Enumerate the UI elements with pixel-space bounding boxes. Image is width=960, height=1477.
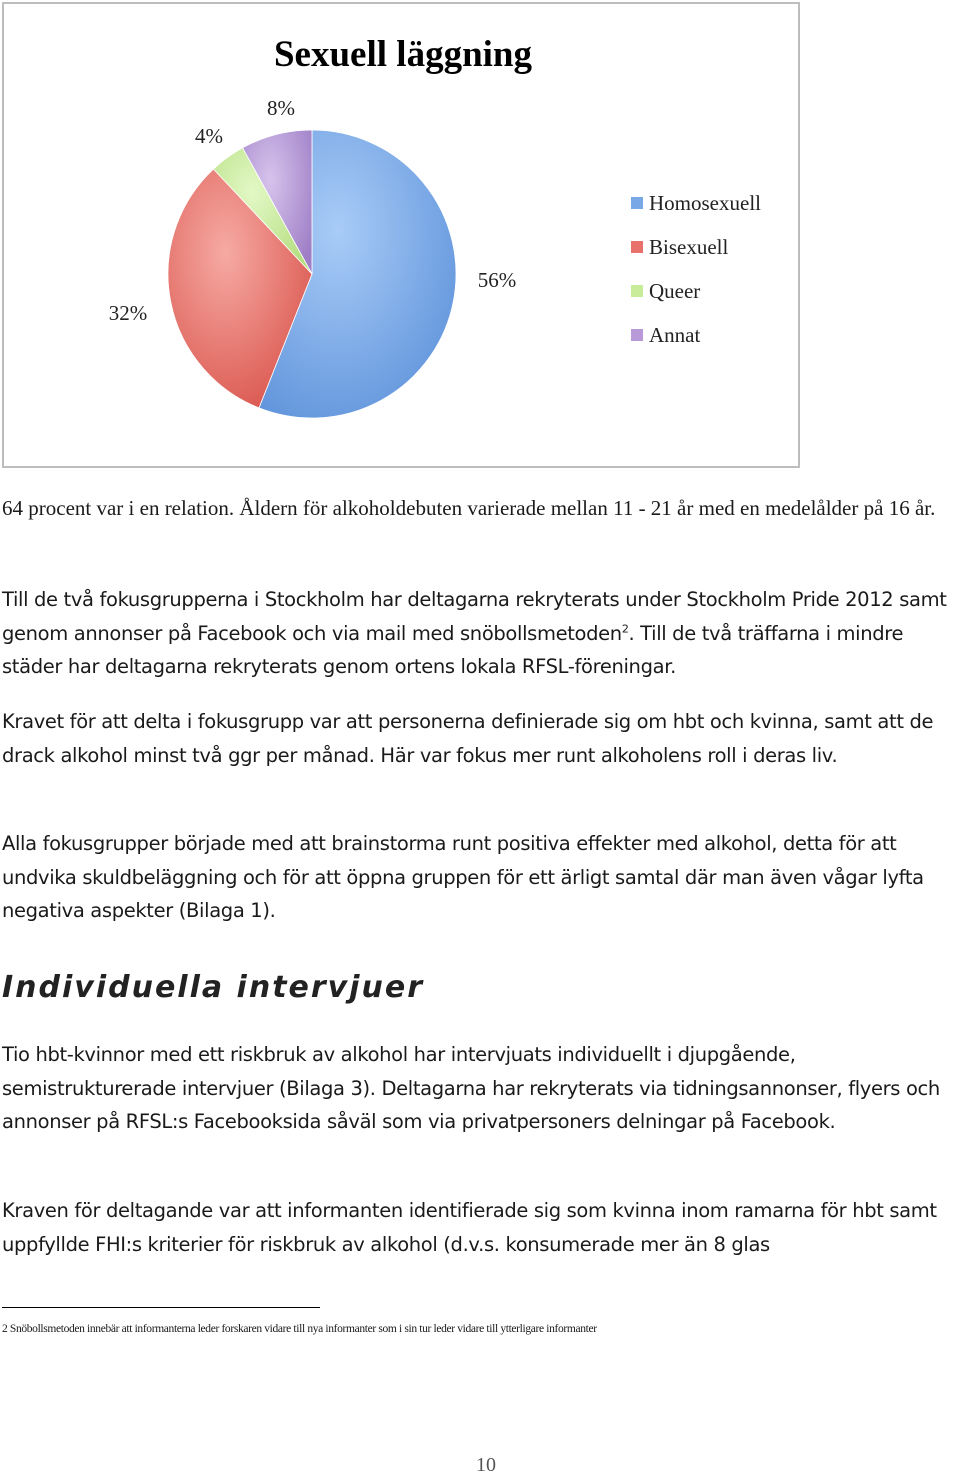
paragraph-text: Till de två fokusgrupperna i Stockholm har deltagarna rekryterats under Stockholm Pride 2012 samt genom annonser på Facebook och via mail med snöbollsmetoden: [2, 588, 947, 645]
paragraph-text-continued: . Till de två träffarna i mindre städer har deltagarna rekryterats genom ortens lokala RFSL-föreningar.: [2, 621, 904, 678]
legend-label-bisexuell: Bisexuell: [649, 235, 729, 259]
paragraph-interviews: Tio hbt-kvinnor med ett riskbruk av alkohol har intervjuats individuellt i djupgående, semistrukturerade intervjuer (Bilaga 3). Deltagarna har rekryterats via tidningsannonser, flyers och annonser på RFSL:s Facebooksida såväl som via privatpersoners delningar på Facebook.: [2, 1043, 940, 1133]
page-number: 10: [476, 1454, 496, 1476]
section-heading: Individuella intervjuer: [2, 970, 425, 1005]
slice-label-queer: 4%: [195, 124, 223, 148]
slice-label-bisexuell: 32%: [108, 301, 148, 325]
pie-chart: [2, 2, 800, 468]
legend-label-queer: Queer: [649, 279, 701, 303]
legend-label-annat: Annat: [649, 323, 701, 347]
legend-label-homosexuell: Homosexuell: [649, 191, 761, 215]
legend-swatch-annat: [631, 329, 643, 341]
footnote-ref: 2: [621, 622, 629, 635]
paragraph-brainstorm: Alla fokusgrupper började med att brainstorma runt positiva effekter med alkohol, detta för att undvika skuldbeläggning och för att öppna gruppen för ett ärligt samtal där man även vågar lyfta negativa aspekter (Bilaga 1).: [2, 832, 924, 922]
legend-swatch-queer: [631, 285, 643, 297]
footnote-divider: [2, 1307, 320, 1308]
legend-swatch-homosexuell: [631, 197, 643, 209]
paragraph-recruitment-focus-groups: [2, 583, 958, 684]
footnote: 2 Snöbollsmetoden innebär att informanterna leder forskaren vidare till nya informanter som i sin tur leder vidare till ytterligare informanter: [2, 1323, 597, 1335]
slice-label-homosexuell: 56%: [477, 268, 517, 292]
chart-title: Sexuell läggning: [273, 34, 533, 75]
paragraph-criteria: Kraven för deltagande var att informanten identifierade sig som kvinna inom ramarna för hbt samt uppfyllde FHI:s kriterier för riskbruk av alkohol (d.v.s. konsumerade mer än 8 glas: [2, 1199, 937, 1256]
legend-swatch-bisexuell: [631, 241, 643, 253]
paragraph-requirements: Kravet för att delta i fokusgrupp var att personerna definierade sig om hbt och kvinna, samt att de drack alkohol minst två ggr per månad. Här var fokus mer runt alkoholens roll i deras liv.: [2, 710, 934, 767]
slice-label-annat: 8%: [267, 96, 295, 120]
pie-chart-svg: [4, 4, 802, 470]
paragraph-relation: 64 procent var i en relation. Åldern för alkoholdebuten varierade mellan 11 - 21 år med en medelålder på 16 år.: [2, 496, 936, 520]
